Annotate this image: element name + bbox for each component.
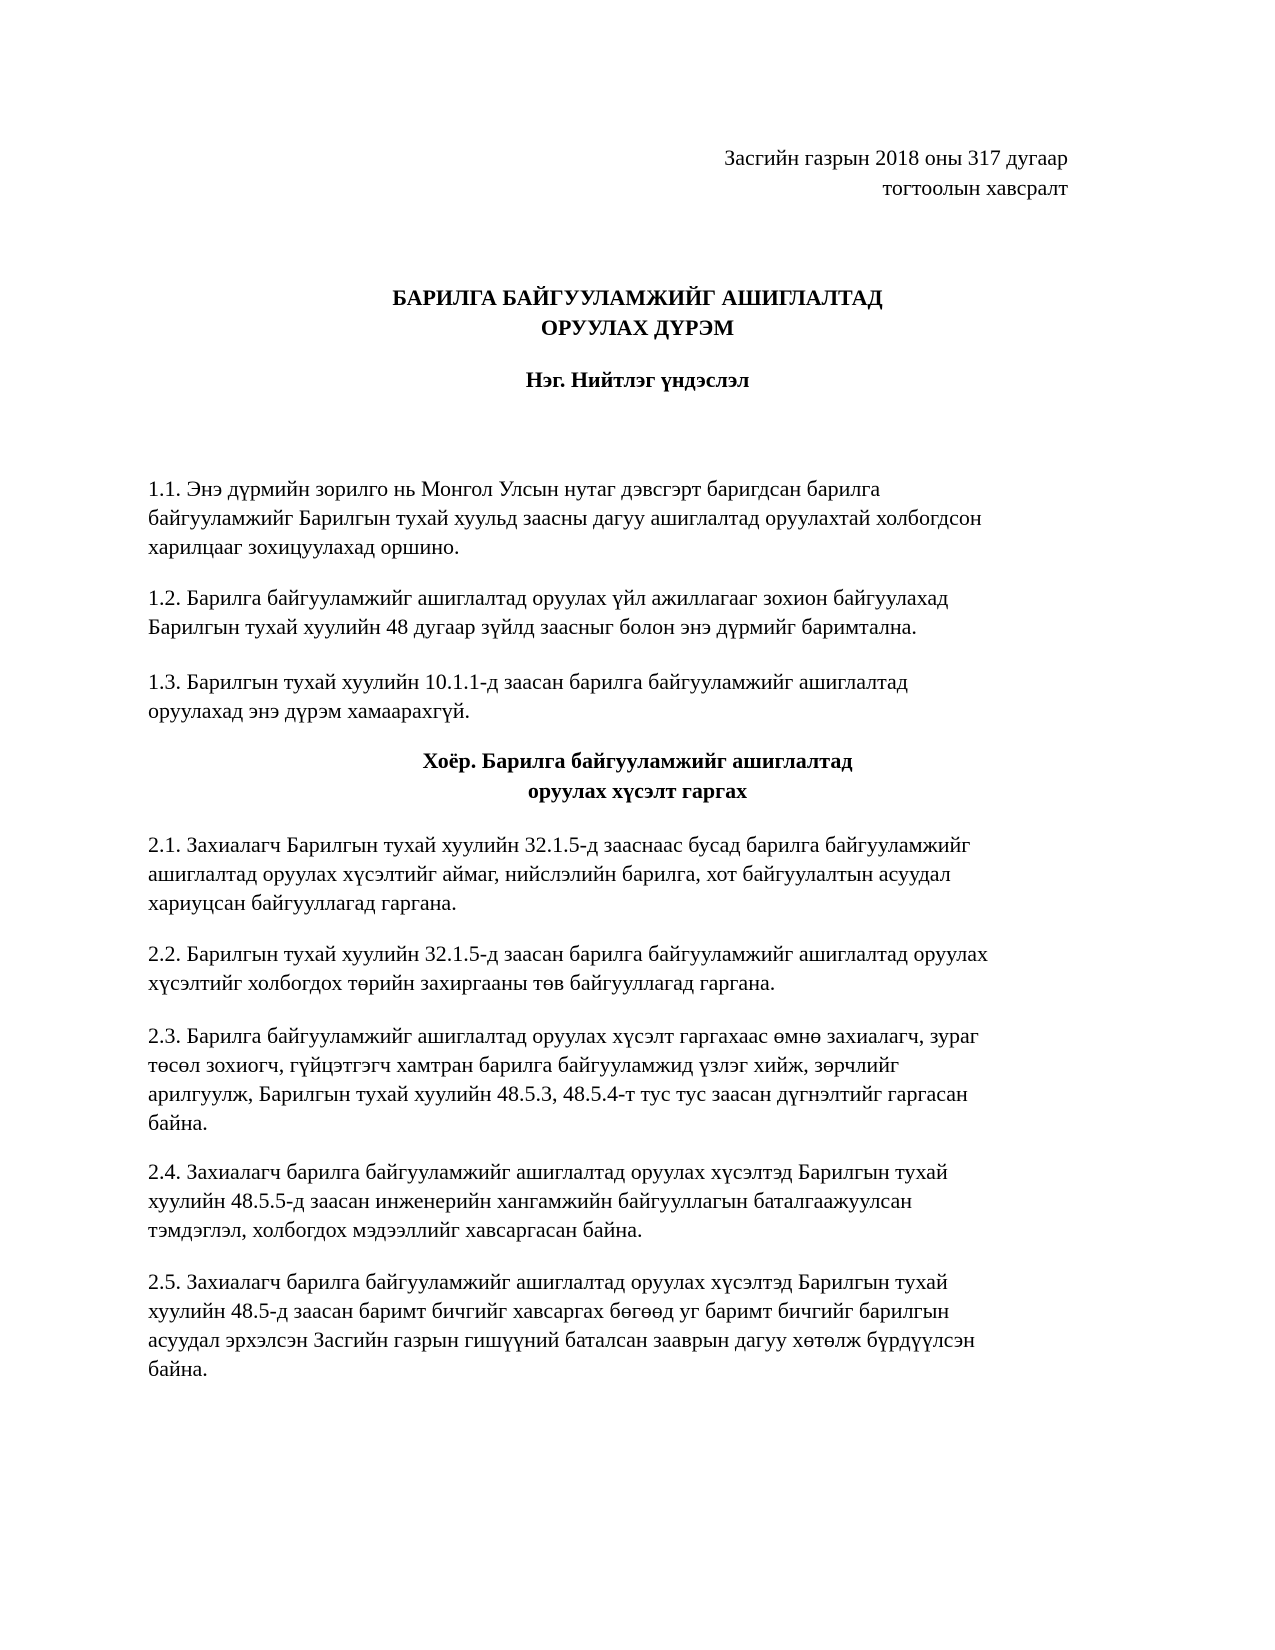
paragraph-line: байгууламжийг Барилгын тухай хуульд заасны дагуу ашиглалтад оруулахтай холбогдсон [148,505,982,530]
paragraph-line: ашиглалтад оруулах хүсэлтийг аймаг, нийслэлийн барилга, хот байгуулалтын асуудал [148,861,951,886]
paragraph-line: байна. [148,1356,208,1381]
annex-line-1: Засгийн газрын 2018 оны 317 дугаар [724,145,1068,170]
document-title [0,283,1275,343]
paragraph-line: 2.4. Захиалагч барилга байгууламжийг ашиглалтад оруулах хүсэлтэд Барилгын тухай [148,1159,948,1184]
paragraph-line: төсөл зохиогч, гүйцэтгэгч хамтран барилга байгууламжид үзлэг хийж, зөрчлийг [148,1052,899,1077]
section-2-heading-line-1: Хоёр. Барилга байгууламжийг ашиглалтад [422,748,853,773]
paragraph-line: асуудал эрхэлсэн Засгийн газрын гишүүний баталсан зааврын дагуу хөтөлж бүрдүүлсэн [148,1327,975,1352]
paragraph-1-1 [148,474,982,561]
paragraph-line: харилцааг зохицуулахад оршино. [148,534,460,559]
paragraph-line: 1.1. Энэ дүрмийн зорилго нь Монгол Улсын нутаг дэвсгэрт баригдсан барилга [148,476,881,501]
paragraph-1-3 [148,667,908,725]
paragraph-line: 1.3. Барилгын тухай хуулийн 10.1.1-д заасан барилга байгууламжийг ашиглалтад [148,669,908,694]
section-1-heading [0,365,1275,395]
paragraph-line: хүсэлтийг холбогдох төрийн захиргааны төв байгууллагад гаргана. [148,970,776,995]
paragraph-line: байна. [148,1110,208,1135]
paragraph-line: арилгуулж, Барилгын тухай хуулийн 48.5.3, 48.5.4-т тус тус заасан дүгнэлтийг гаргасан [148,1081,968,1106]
paragraph-2-3 [148,1021,979,1137]
title-line-1: БАРИЛГА БАЙГУУЛАМЖИЙГ АШИГЛАЛТАД [392,285,883,310]
paragraph-line: 1.2. Барилга байгууламжийг ашиглалтад оруулах үйл ажиллагааг зохион байгуулахад [148,585,949,610]
section-2-heading [0,746,1275,806]
paragraph-line: 2.5. Захиалагч барилга байгууламжийг ашиглалтад оруулах хүсэлтэд Барилгын тухай [148,1269,948,1294]
paragraph-2-1 [148,830,970,917]
title-line-2: ОРУУЛАХ ДҮРЭМ [540,315,735,340]
annex-line-2: тогтоолын хавсралт [882,175,1068,200]
paragraph-1-2 [148,583,948,641]
paragraph-line: хариуцсан байгууллагад гаргана. [148,890,457,915]
section-2-heading-line-2: оруулах хүсэлт гаргах [527,778,748,803]
paragraph-line: 2.2. Барилгын тухай хуулийн 32.1.5-д заасан барилга байгууламжийг ашиглалтад оруулах [148,941,988,966]
paragraph-line: 2.3. Барилга байгууламжийг ашиглалтад оруулах хүсэлт гаргахаас өмнө захиалагч, зураг [148,1023,979,1048]
paragraph-line: 2.1. Захиалагч Барилгын тухай хуулийн 32.1.5-д зааснаас бусад барилга байгууламжийг [148,832,971,857]
paragraph-line: хуулийн 48.5.5-д заасан инженерийн хангамжийн байгууллагын баталгаажуулсан [148,1188,912,1213]
paragraph-2-5 [148,1267,975,1383]
paragraph-line: тэмдэглэл, холбогдох мэдээллийг хавсаргасан байна. [148,1217,643,1242]
paragraph-2-4 [148,1157,948,1244]
paragraph-2-2 [148,939,988,997]
paragraph-line: Барилгын тухай хуулийн 48 дугаар зүйлд заасныг болон энэ дүрмийг баримтална. [148,614,917,639]
paragraph-line: оруулахад энэ дүрэм хамаарахгүй. [148,698,471,723]
annex-reference [724,143,1068,203]
section-1-heading-text: Нэг. Нийтлэг үндэслэл [525,367,750,392]
paragraph-line: хуулийн 48.5-д заасан баримт бичгийг хавсаргах бөгөөд уг баримт бичгийг барилгын [148,1298,950,1323]
